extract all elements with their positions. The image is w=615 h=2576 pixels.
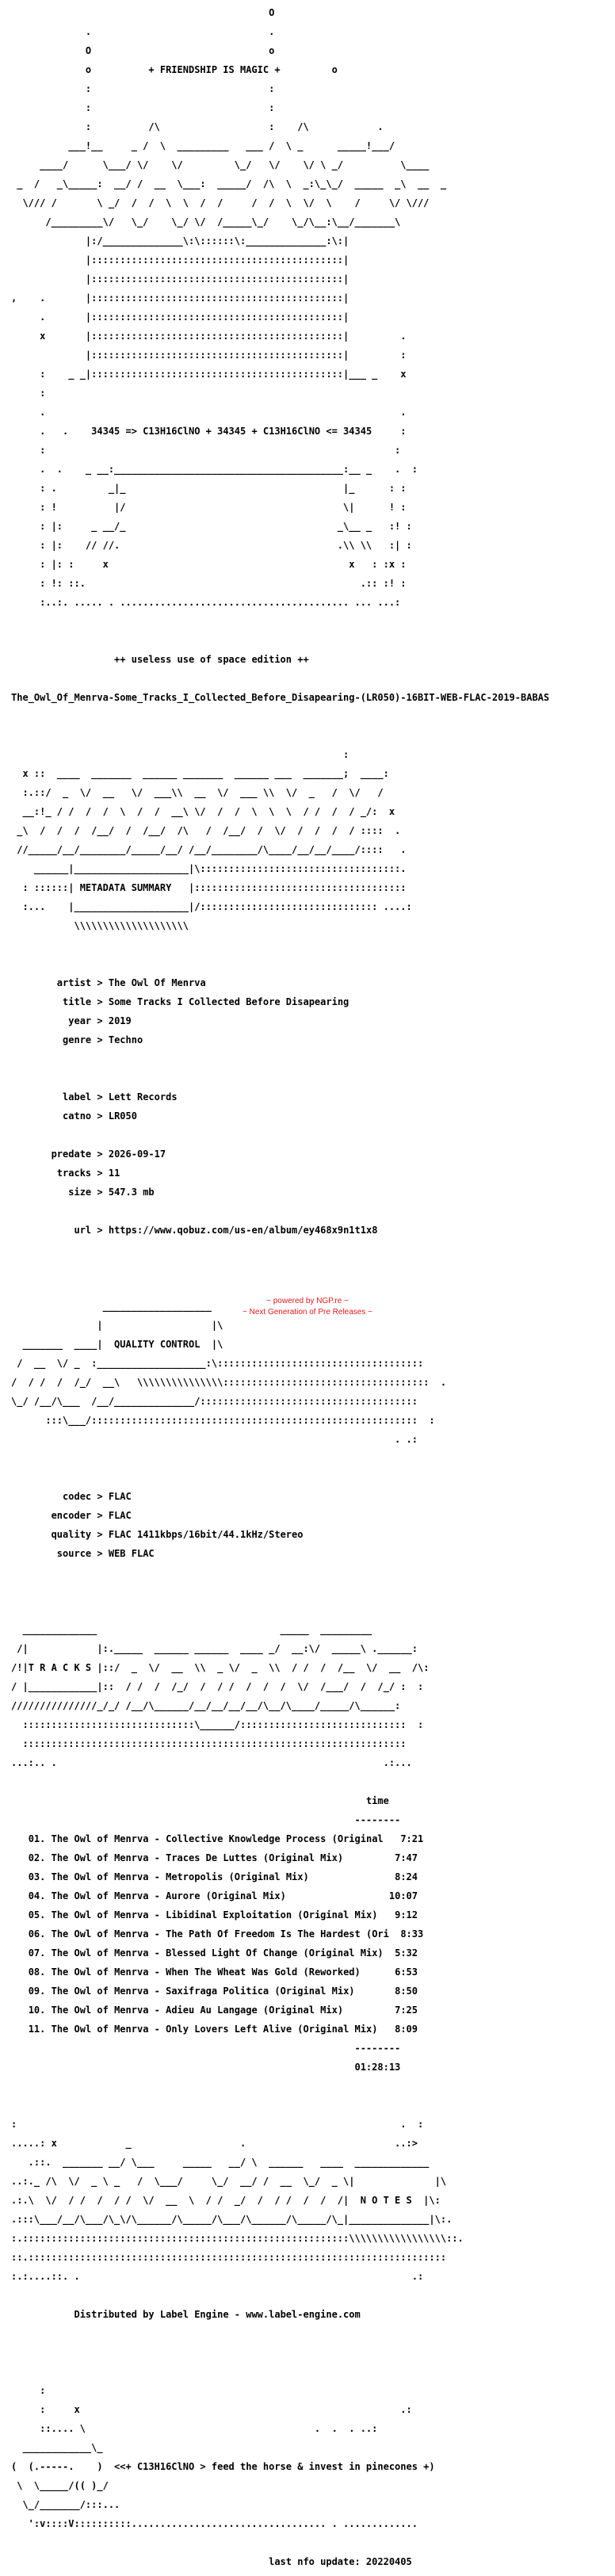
ascii-art: //_____/__/________/_____/__/ /__/________/\____/__/__/____/:::: . bbox=[11, 844, 407, 855]
ascii-art: |::::::::::::::::::::::::::::::::::::::::::::| bbox=[11, 273, 350, 285]
track-time: 8:24 bbox=[395, 1871, 418, 1882]
tracks-section-label: T R A C K S bbox=[28, 1662, 92, 1673]
ascii-art bbox=[11, 1263, 549, 1273]
track-name: The Owl of Menrva - Collective Knowledge Process (Original bbox=[51, 1833, 384, 1844]
ascii-art: ...:.. . .:... bbox=[11, 1757, 412, 1768]
track-number: 04. bbox=[28, 1890, 46, 1901]
ascii-art: : . : bbox=[11, 2119, 424, 2130]
ascii-art: ::::::::::::::::::::::::::::::::::::::::::::::::::::::::::::::::::: bbox=[11, 1738, 407, 1749]
ascii-art: \ \_____/(( )_/ bbox=[11, 2480, 109, 2491]
quality-value: FLAC bbox=[108, 1510, 132, 1521]
track-time: 9:12 bbox=[395, 1909, 418, 1921]
footer-slogan: ~ Next Generation of Pre Releases ~ bbox=[243, 1308, 372, 1317]
ascii-art: . |::::::::::::::::::::::::::::::::::::::::::::| bbox=[11, 311, 350, 323]
track-name: The Owl of Menrva - The Path Of Freedom Is The Hardest (Ori bbox=[51, 1928, 389, 1940]
ascii-art: _ / _\_____: __/ / __ \___: _____/ /\ \ _:\_\_/ _____ _\ __ _ bbox=[11, 178, 447, 189]
ascii-art: :.::/ _ \/ __ \/ ___\\ __ \/ ___ \\ \/ _ / \/ / bbox=[11, 787, 384, 798]
track-time: 7:47 bbox=[395, 1852, 418, 1863]
meta-key: title bbox=[63, 996, 92, 1007]
meta-row-artist: artist > The Owl Of Menrva bbox=[56, 977, 206, 988]
quality-row-encoder: encoder > FLAC bbox=[51, 1510, 132, 1521]
total-time: 01:28:13 bbox=[354, 2062, 401, 2073]
track-name: The Owl of Menrva - When The Wheat Was Gold (Reworked) bbox=[51, 1966, 361, 1978]
track-number: 01. bbox=[28, 1833, 46, 1844]
ascii-art: .:::\___/__/\___/\_\/\______/\_____/\___/\______/\_____/\_|______________|\:. bbox=[11, 2214, 453, 2225]
meta-value: The Owl Of Menrva bbox=[108, 977, 206, 988]
table-row bbox=[11, 1910, 549, 1920]
ascii-art: ..:._ /\ \/ _ \ _ / \___/ \_/ __/ / __ \_/ _ \| |\ bbox=[11, 2176, 447, 2187]
ascii-art: : |: _ __/_ _\__ _ :! : bbox=[11, 521, 412, 532]
closing-tagline: <<+ C13H16ClNO > feed the horse & invest in pinecones +) bbox=[114, 2461, 435, 2472]
footer bbox=[0, 1296, 615, 1318]
ascii-art: : : bbox=[11, 445, 401, 456]
ascii-art: : !: ::. .:: :! : bbox=[11, 578, 407, 589]
ascii-art: ___!__ _ / \ _________ ___ / \ _ _____!___/ bbox=[11, 140, 395, 151]
ascii-art: ///////////////_/_/ /__/\______/__/__/__/__/\__/\____/_____/\______: bbox=[11, 1700, 401, 1711]
meta-row-genre: genre > Techno bbox=[63, 1034, 143, 1045]
track-name: The Owl of Menrva - Adieu Au Langage (Original Mix) bbox=[51, 2005, 344, 2016]
meta-row-tracks: tracks > 11 bbox=[56, 1168, 120, 1179]
ascii-art: |::::::::::::::::::::::::::::::::::::::::::::| : bbox=[11, 350, 407, 361]
track-time: 7:25 bbox=[395, 2005, 418, 2016]
ascii-art bbox=[11, 1606, 549, 1615]
ascii-art: -------- bbox=[11, 1814, 401, 1825]
track-name: The Owl of Menrva - Blessed Light Of Change (Original Mix) bbox=[51, 1947, 384, 1959]
meta-row-label: label > Lett Records bbox=[63, 1091, 178, 1103]
track-time: 8:50 bbox=[395, 1986, 418, 1997]
ascii-art: /_________\/ \_/ \_/ \/ /_____\_/ \_/\__:\__/_______\ bbox=[11, 216, 401, 227]
ascii-art: \_/ /__/\___ /__/______________/:::::::::::::::::::::::::::::::::::::: bbox=[11, 1396, 418, 1407]
nfo-text bbox=[11, 8, 549, 2576]
ascii-art bbox=[11, 674, 549, 683]
track-time: 5:32 bbox=[395, 1947, 418, 1959]
meta-value: 11 bbox=[108, 1168, 120, 1179]
meta-row-url: url > https://www.qobuz.com/us-en/album/ey468x9n1t1x8 bbox=[74, 1225, 378, 1236]
closing-tagline-line: ( (.-----. ) <<+ C13H16ClNO > feed the horse & invest in pinecones +) bbox=[11, 2461, 435, 2472]
ascii-art bbox=[11, 636, 549, 645]
formula-line: . . 34345 => C13H16ClNO + 34345 + C13H16ClNO <= 34345 : bbox=[11, 426, 407, 437]
formula: 34345 => C13H16ClNO + 34345 + C13H16ClNO <= 34345 bbox=[91, 426, 372, 437]
notes-text-line bbox=[11, 2310, 549, 2319]
ascii-art bbox=[11, 731, 549, 740]
ascii-art bbox=[11, 1568, 549, 1577]
ascii-art bbox=[11, 1054, 549, 1064]
metadata-label-line: : ::::::| METADATA SUMMARY |::::::::::::::::::::::::::::::::::::: bbox=[11, 882, 407, 893]
ascii-art: ____________\_ bbox=[11, 2442, 103, 2453]
ascii-art: _____________ _____ _________ bbox=[11, 1624, 372, 1635]
quality-section-label: QUALITY CONTROL bbox=[114, 1339, 201, 1350]
meta-key: genre bbox=[63, 1034, 92, 1045]
ascii-art: .....: x _ . ..:> bbox=[11, 2138, 418, 2149]
tracks-total-line bbox=[11, 2062, 549, 2072]
table-row bbox=[11, 1967, 549, 1977]
tracks-time-header-line bbox=[11, 1796, 549, 1806]
time-header: time bbox=[365, 1795, 389, 1806]
table-row bbox=[11, 1986, 549, 1996]
ascii-art: . .: bbox=[11, 1434, 418, 1445]
ascii-art: /| |:._____ ______ ______ ____ _/ __:\/ _____\ .______: bbox=[11, 1643, 418, 1654]
meta-key: label bbox=[63, 1091, 92, 1103]
ascii-art: O bbox=[11, 7, 275, 18]
ascii-art: / __ \/ _ :___________________:\:::::::::::::::::::::::::::::::::::: bbox=[11, 1358, 424, 1369]
track-number: 08. bbox=[28, 1966, 46, 1978]
ascii-art: : . _|_ |_ : : bbox=[11, 483, 407, 494]
ascii-art: : : bbox=[11, 102, 275, 113]
ascii-art: :..:. ..... . ........................................ ... ...: bbox=[11, 597, 401, 608]
meta-key: size bbox=[68, 1187, 92, 1198]
quality-value: FLAC 1411kbps/16bit/44.1kHz/Stereo bbox=[108, 1529, 304, 1540]
quality-row-source: source > WEB FLAC bbox=[56, 1548, 155, 1559]
ascii-art: : x .: bbox=[11, 2404, 412, 2415]
ascii-art bbox=[11, 1454, 549, 1463]
ascii-art: ____/ \___/ \/ \/ \_/ \/ \/ \ _/ \____ bbox=[11, 159, 430, 170]
table-row bbox=[11, 1948, 549, 1958]
table-row bbox=[11, 1834, 549, 1844]
ascii-art: : |: // //. .\\ \\ :| : bbox=[11, 540, 412, 551]
metadata-banner-line: ______|____________________|\:::::::::::::::::::::::::::::::::::. bbox=[11, 863, 407, 874]
ascii-art bbox=[11, 2329, 549, 2338]
ascii-art: ::::::::::::::::::::::::::::::\______/::::::::::::::::::::::::::::: : bbox=[11, 1719, 424, 1730]
ascii-art: . . bbox=[11, 26, 275, 37]
track-number: 02. bbox=[28, 1852, 46, 1863]
table-row bbox=[11, 2024, 549, 2034]
quality-key: quality bbox=[51, 1529, 92, 1540]
track-number: 07. bbox=[28, 1947, 46, 1959]
quality-label-line: _______ ____| QUALITY CONTROL |\ bbox=[11, 1339, 223, 1350]
ascii-art: x |::::::::::::::::::::::::::::::::::::::::::::| . bbox=[11, 331, 407, 342]
quality-key: codec bbox=[63, 1491, 92, 1502]
ascii-art: x :: ____ _______ ______ _______ ______ ___ _______; ____: bbox=[11, 768, 389, 779]
edition: ++ useless use of space edition ++ bbox=[114, 654, 309, 665]
meta-value: 2019 bbox=[108, 1015, 132, 1026]
ascii-art: : : bbox=[11, 83, 275, 94]
meta-value: https://www.qobuz.com/us-en/album/ey468x9n1t1x8 bbox=[108, 1225, 378, 1236]
ascii-art: \_/_______/:::... bbox=[11, 2499, 120, 2510]
ascii-art bbox=[11, 1282, 549, 1292]
ascii-art bbox=[11, 2291, 549, 2300]
ascii-art bbox=[11, 2538, 549, 2547]
track-number: 06. bbox=[28, 1928, 46, 1940]
ascii-art: -------- bbox=[11, 2043, 401, 2054]
meta-value: Lett Records bbox=[108, 1091, 178, 1103]
ascii-art: / |____________|:: / / / /_/ / / / / / / \/ /___/ / /_/ : : bbox=[11, 1681, 424, 1692]
meta-row-size: size > 547.3 mb bbox=[68, 1187, 155, 1198]
table-row bbox=[11, 1929, 549, 1939]
meta-value: 547.3 mb bbox=[108, 1187, 155, 1198]
ascii-art bbox=[11, 959, 549, 969]
track-time: 8:09 bbox=[395, 2024, 418, 2035]
ascii-art: O o bbox=[11, 45, 275, 56]
ascii-art bbox=[11, 1473, 549, 1482]
ascii-art bbox=[11, 1073, 549, 1083]
track-time: 10:07 bbox=[388, 1890, 418, 1901]
ascii-art: |::::::::::::::::::::::::::::::::::::::::::::| bbox=[11, 254, 350, 266]
metadata-section-label: METADATA SUMMARY bbox=[79, 882, 172, 893]
track-name: The Owl of Menrva - Libidinal Exploitation (Original Mix) bbox=[51, 1909, 378, 1921]
meta-key: catno bbox=[63, 1110, 92, 1122]
meta-value: Techno bbox=[108, 1034, 143, 1045]
ascii-art bbox=[11, 1130, 549, 1140]
ascii-art: : ! |/ \| ! : bbox=[11, 502, 407, 513]
ascii-art: ___________________ bbox=[11, 1301, 212, 1312]
table-row bbox=[11, 1891, 549, 1901]
ascii-art: , . |::::::::::::::::::::::::::::::::::::::::::::| bbox=[11, 292, 350, 304]
table-row bbox=[11, 2005, 549, 2015]
meta-row-year: year > 2019 bbox=[68, 1015, 132, 1026]
ascii-art: ':v::::V::::::::::.................................. . ............. bbox=[11, 2518, 418, 2529]
release-name-line bbox=[11, 693, 549, 702]
track-number: 03. bbox=[28, 1871, 46, 1882]
ascii-art bbox=[11, 2348, 549, 2357]
ascii-art bbox=[11, 2081, 549, 2091]
ascii-art bbox=[11, 1244, 549, 1254]
track-name: The Owl of Menrva - Traces De Luttes (Original Mix) bbox=[51, 1852, 344, 1863]
track-name: The Owl of Menrva - Metropolis (Original Mix) bbox=[51, 1871, 309, 1882]
meta-value: Some Tracks I Collected Before Disapearing bbox=[108, 996, 350, 1007]
ascii-art: :.:::::::::::::::::::::::::::::::::::::::::::::::::::::::::\\\\\\\\\\\\\\\\\::. bbox=[11, 2233, 464, 2244]
ascii-art: : bbox=[11, 749, 350, 760]
motto: + FRIENDSHIP IS MAGIC + bbox=[148, 64, 281, 75]
table-row bbox=[11, 1853, 549, 1863]
track-number: 05. bbox=[28, 1909, 46, 1921]
ascii-art: ::.... \ . . . ..: bbox=[11, 2423, 378, 2434]
track-number: 09. bbox=[28, 1986, 46, 1997]
ascii-art bbox=[11, 617, 549, 626]
quality-key: source bbox=[56, 1548, 92, 1559]
ascii-art bbox=[11, 1206, 549, 1216]
powered-by-link[interactable]: ~ powered by NGP.re ~ bbox=[266, 1297, 349, 1305]
ascii-art: . . _ __:________________________________________:__ _ . : bbox=[11, 464, 418, 475]
meta-row-predate: predate > 2026-09-17 bbox=[51, 1148, 166, 1160]
meta-key: url bbox=[74, 1225, 92, 1236]
track-time: 8:33 bbox=[400, 1928, 424, 1940]
notes-label-line: .:.\ \/ / / / / / \/ __ \ / / _/ / / / / / /| N O T E S |\: bbox=[11, 2195, 441, 2206]
tracks-label-line: /!|T R A C K S |::/ _ \/ __ \\ _ \/ _ \\ / / / /__ \/ __ /\: bbox=[11, 1662, 430, 1673]
ascii-art: .::. _______ __/ \___ _____ __/ \ ______ ____ _____________ bbox=[11, 2157, 430, 2168]
notes-text: Distributed by Label Engine - www.label-engine.com bbox=[74, 2309, 361, 2320]
last-update-line bbox=[11, 2557, 549, 2566]
ascii-art bbox=[11, 2100, 549, 2110]
ascii-art: . . bbox=[11, 407, 407, 418]
ascii-art: : bbox=[11, 2385, 46, 2396]
track-number: 11. bbox=[28, 2024, 46, 2035]
ascii-art: : bbox=[11, 388, 46, 399]
ascii-art: :.:....::. . .: bbox=[11, 2271, 424, 2282]
meta-key: predate bbox=[51, 1148, 92, 1160]
quality-row-codec: codec > FLAC bbox=[63, 1491, 132, 1502]
ascii-art: \\\\\\\\\\\\\\\\\\\\ bbox=[11, 920, 189, 931]
ascii-art: ::.::::::::::::::::::::::::::::::::::::::::::::::::::::::::::::::::::::::::: bbox=[11, 2252, 447, 2263]
ascii-art: :::\___/::::::::::::::::::::::::::::::::::::::::::::::::::::::::: : bbox=[11, 1415, 435, 1426]
ascii-art: __:!_ / / / / \ / / __\ \/ / / \ \ \ / / / / _/: x bbox=[11, 806, 395, 817]
ascii-art: : _ _|::::::::::::::::::::::::::::::::::::::::::::|___ _ x bbox=[11, 369, 407, 380]
quality-value: WEB FLAC bbox=[108, 1548, 155, 1559]
track-number: 10. bbox=[28, 2005, 46, 2016]
ascii-art bbox=[11, 1587, 549, 1596]
meta-key: artist bbox=[56, 977, 92, 988]
ascii-art: _\ / / / /__/ / /__/ /\ / /__/ / \/ / / / / :::: . bbox=[11, 825, 401, 836]
quality-row-quality: quality > FLAC 1411kbps/16bit/44.1kHz/Stereo bbox=[51, 1529, 304, 1540]
header-motto-line: o + FRIENDSHIP IS MAGIC + o bbox=[11, 64, 338, 75]
track-name: The Owl of Menrva - Aurore (Original Mix) bbox=[51, 1890, 286, 1901]
last-update: last nfo update: 20220405 bbox=[269, 2556, 412, 2567]
track-name: The Owl of Menrva - Only Lovers Left Alive (Original Mix) bbox=[51, 2024, 378, 2035]
quality-key: encoder bbox=[51, 1510, 92, 1521]
ascii-art: / / / / /_/ __\ \\\\\\\\\\\\\\\:::::::::::::::::::::::::::::::::::: . bbox=[11, 1377, 447, 1388]
notes-section-label: N O T E S bbox=[360, 2195, 412, 2206]
meta-key: year bbox=[68, 1015, 92, 1026]
ascii-art: \/// / \ _/ / / \ \ / / / / \ \/ \ / \/ \/// bbox=[11, 197, 430, 208]
ascii-art: :... |____________________|/::::::::::::::::::::::::::::::: ....: bbox=[11, 901, 412, 912]
meta-value: 2026-09-17 bbox=[108, 1148, 166, 1160]
meta-value: LR050 bbox=[108, 1110, 137, 1122]
meta-key: tracks bbox=[56, 1168, 92, 1179]
ascii-art: : |: : x x : :x : bbox=[11, 559, 407, 570]
track-time: 7:21 bbox=[400, 1833, 424, 1844]
ascii-art bbox=[11, 940, 549, 950]
track-time: 6:53 bbox=[395, 1966, 418, 1978]
ascii-art bbox=[11, 2367, 549, 2376]
ascii-art: |:/______________\:\::::::\:______________:\:| bbox=[11, 235, 350, 247]
ascii-art bbox=[11, 712, 549, 721]
track-name: The Owl of Menrva - Saxifraga Politica (Original Mix) bbox=[51, 1986, 355, 1997]
meta-row-catno: catno > LR050 bbox=[63, 1110, 137, 1122]
edition-line bbox=[11, 655, 549, 664]
meta-row-title: title > Some Tracks I Collected Before Disapearing bbox=[63, 996, 350, 1007]
release-name: The_Owl_Of_Menrva-Some_Tracks_I_Collected_Before_Disapearing-(LR050)-16BIT-WEB-FLAC-2019-BABAS bbox=[11, 692, 550, 703]
table-row bbox=[11, 1872, 549, 1882]
ascii-art: | |\ bbox=[11, 1320, 223, 1331]
ascii-art bbox=[11, 1777, 549, 1787]
quality-value: FLAC bbox=[108, 1491, 132, 1502]
ascii-art: : /\ : /\ . bbox=[11, 121, 384, 132]
